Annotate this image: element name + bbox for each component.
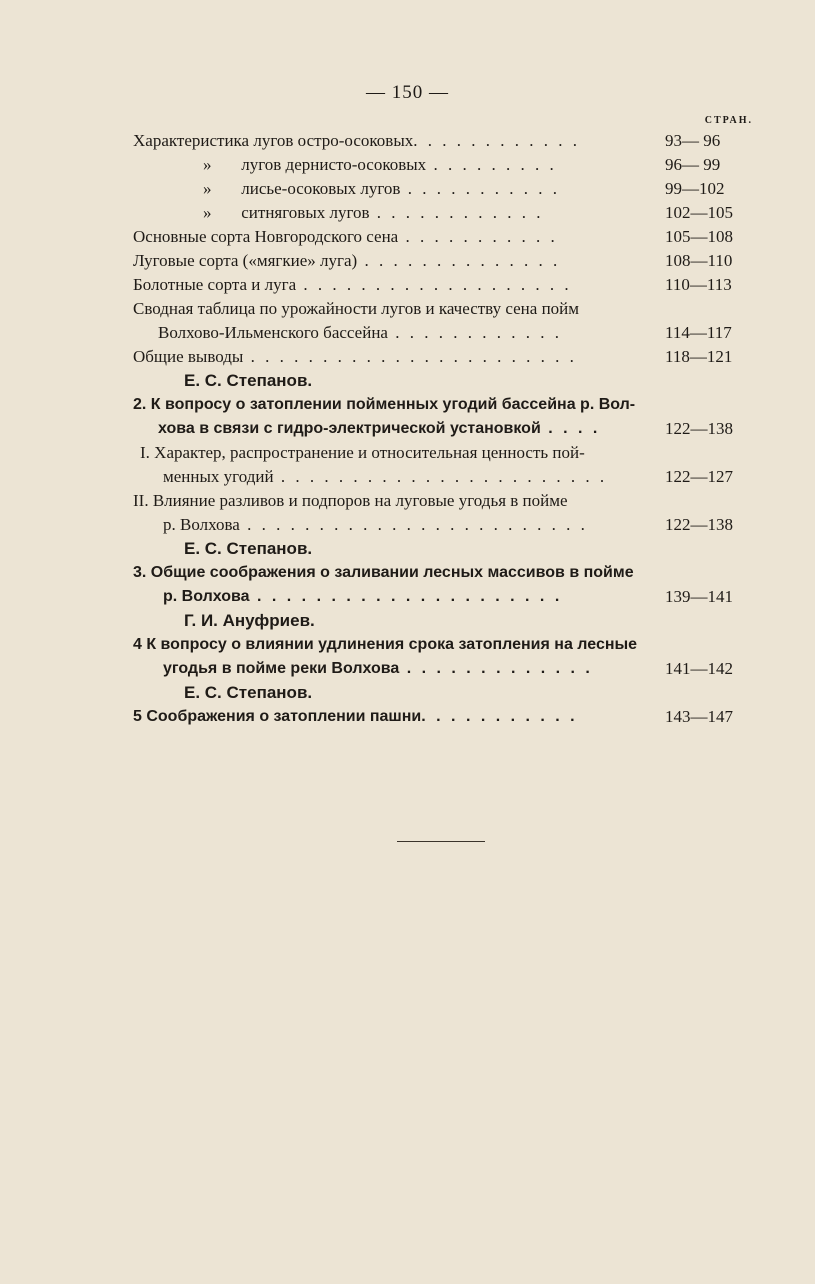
toc-entry: Болотные сорта и луга . . . . . . . . . . . . . . . . . . .: [133, 275, 572, 294]
toc-entry: р. Волхова . . . . . . . . . . . . . . . . . . . . .: [163, 588, 563, 605]
toc-pages: 99—102: [665, 179, 725, 198]
toc-entry: 4 К вопросу о влиянии удлинения срока затопления на лесные: [133, 636, 638, 653]
toc-entry: Характеристика лугов остро-осоковых. . . . . . . . . . . .: [133, 131, 580, 150]
toc-pages: 96— 99: [665, 155, 721, 174]
toc-entry: I. Характер, распространение и относительная ценность пой-: [140, 443, 585, 462]
toc-pages: 139—141: [665, 587, 733, 606]
author-name: Е. С. Степанов.: [184, 539, 313, 558]
toc-pages: 143—147: [665, 707, 733, 726]
toc-entry: хова в связи с гидро-электрической установкой . . . .: [158, 420, 601, 437]
pages-column-header: СТРАН.: [704, 115, 753, 126]
toc-entry: менных угодий . . . . . . . . . . . . . . . . . . . . . . .: [163, 467, 608, 486]
toc-entry: 5 Соображения о затоплении пашни. . . . . . . . . . .: [133, 708, 578, 725]
toc-pages: 102—105: [665, 203, 733, 222]
toc-entry: » ситняговых лугов . . . . . . . . . . . .: [203, 203, 544, 222]
toc-entry: Основные сорта Новгородского сена . . . . . . . . . . .: [133, 227, 558, 246]
toc-pages: 105—108: [665, 227, 733, 246]
toc-entry: Луговые сорта («мягкие» луга) . . . . . . . . . . . . . .: [133, 251, 561, 270]
toc-pages: 114—117: [665, 323, 732, 342]
toc-pages: 141—142: [665, 659, 733, 678]
toc-pages: 110—113: [665, 275, 732, 294]
toc-entry: » лугов дернисто-осоковых . . . . . . . . .: [203, 155, 557, 174]
closing-rule: [397, 841, 485, 842]
toc-entry: 3. Общие соображения о заливании лесных массивов в пойме: [133, 564, 634, 581]
toc-pages: 122—138: [665, 419, 733, 438]
author-name: Е. С. Степанов.: [184, 371, 313, 390]
toc-pages: 108—110: [665, 251, 733, 270]
toc-pages: 122—127: [665, 467, 733, 486]
toc-entry: II. Влияние разливов и подпоров на луговые угодья в пойме: [133, 491, 568, 510]
toc-pages: 122—138: [665, 515, 733, 534]
toc-entry: угодья в пойме реки Волхова . . . . . . . . . . . . .: [163, 660, 593, 677]
author-name: Е. С. Степанов.: [184, 683, 313, 702]
toc-entry: Волхово-Ильменского бассейна . . . . . . . . . . . .: [158, 323, 562, 342]
toc-entry: Сводная таблица по урожайности лугов и качеству сена пойм: [133, 299, 580, 318]
toc-entry: р. Волхова . . . . . . . . . . . . . . . . . . . . . . . .: [163, 515, 588, 534]
toc-pages: 118—121: [665, 347, 733, 366]
author-name: Г. И. Ануфриев.: [184, 611, 315, 630]
toc-entry: » лисье-осоковых лугов . . . . . . . . . . .: [203, 179, 560, 198]
toc-entry: 2. К вопросу о затоплении пойменных угодий бассейна р. Вол-: [133, 396, 636, 413]
page-number: — 150 —: [366, 82, 449, 103]
toc-pages: 93— 96: [665, 131, 721, 150]
toc-entry: Общие выводы . . . . . . . . . . . . . . . . . . . . . . .: [133, 347, 577, 366]
